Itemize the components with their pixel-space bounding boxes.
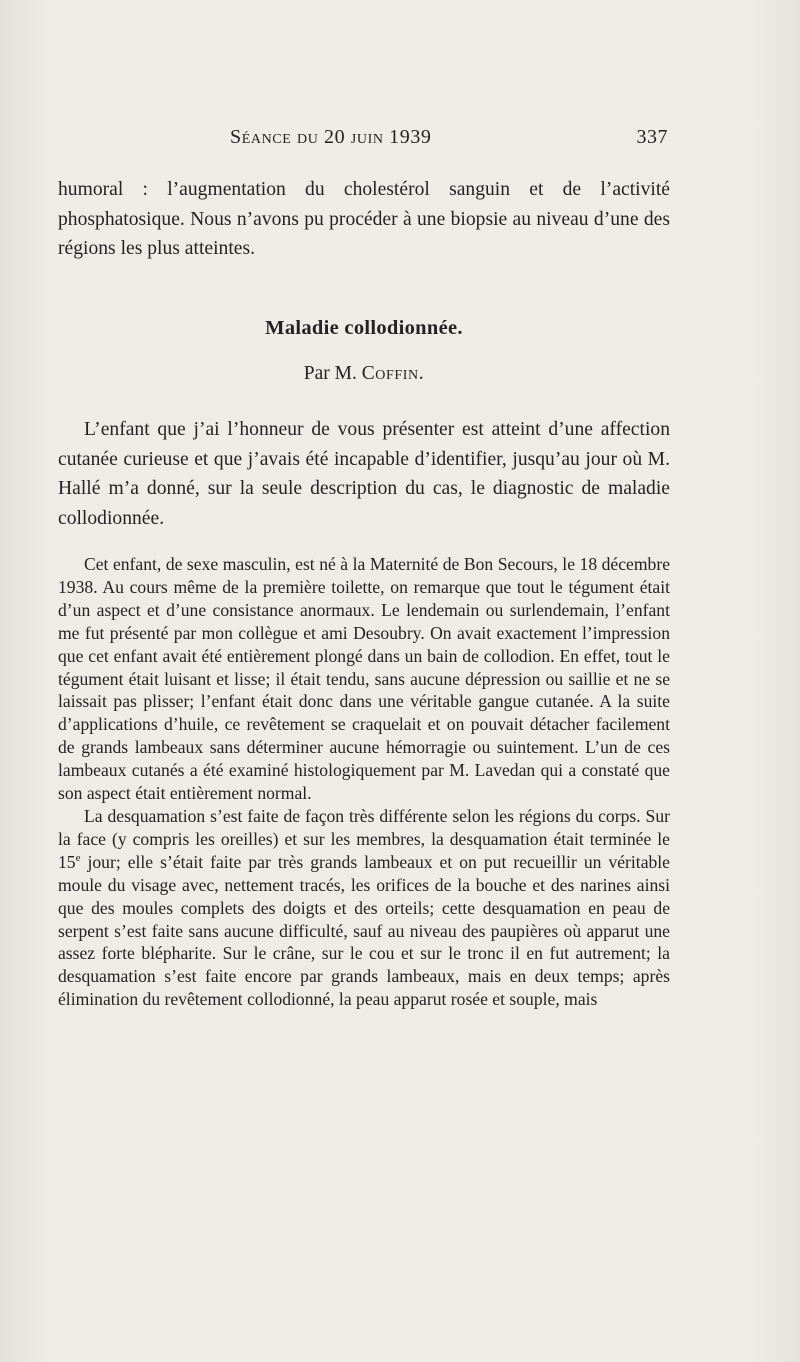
article-title: Maladie collodionnée. (265, 317, 463, 339)
page-number: 337 (636, 126, 668, 148)
body-section (58, 553, 670, 1011)
body-paragraph-2 (58, 805, 670, 1011)
byline-author: Coffin. (361, 363, 425, 384)
page-header (58, 126, 668, 156)
article-byline (58, 363, 670, 385)
body-paragraph-1: Cet enfant, de sexe masculin, est né à la Maternité de Bon Secours, le 18 décembre 1938. Au cours même de la première toilette, on remarque que tout le tégument était d’un aspect et d’une consistance anormaux. Le lendemain ou surlendemain, l’enfant me fut présenté par mon collègue et ami Desoubry. On avait exactement l’impression que cet enfant avait été entièrement plongé dans un bain de collodion. En effet, tout le tégument était luisant et lisse; il était tendu, sans aucune dépression ou saillie et ne se laissait pas plisser; l’enfant était donc dans une véritable gangue cutanée. A la suite d’applications d’huile, ce revêtement se craquelait et on pouvait détacher facilement de grands lambeaux sans déterminer aucune hémorragie ou suintement. L’un de ces lambeaux cutanés a été examiné histologiquement par M. Lavedan qui a constaté que son aspect était entièrement normal. (58, 554, 670, 804)
lead-paragraph: L’enfant que j’ai l’honneur de vous présenter est atteint d’une affection cutanée curieuse et que j’avais été incapable d’identifier, jusqu’au jour où M. Hallé m’a donné, sur la seule description du cas, le diagnostic de maladie collodionnée. (58, 419, 670, 529)
body-paragraph-2-part-1: La desquamation s’est faite de façon très différente selon les régions du corps. Sur la face (y compris les oreilles) et sur les membres, la desquamation était terminée le 15 (58, 805, 670, 872)
intro-paragraph: humoral : l’augmentation du cholestérol sanguin et de l’activité phosphatosique. Nous n’avons pu procéder à une biopsie au niveau d’une des régions les plus atteintes. (58, 179, 670, 259)
body-paragraph-2-part-2: jour; elle s’était faite par très grands lambeaux et on put recueillir un véritable moule du visage avec, nettement tracés, les orifices de la bouche et des narines ainsi que des moules complets des doigts et des orteils; cette desquamation en peau de serpent s’est faite sans aucune difficulté, sauf au niveau des paupières où apparut une assez forte blépharite. Sur le crâne, sur le cou et sur le tronc il en fut autrement; la desquamation s’est faite encore par grands lambeaux, mais en deux temps; après élimination du revêtement collodionné, la peau apparut rosée et souple, mais (58, 851, 670, 1010)
ordinal-superscript: e (75, 851, 81, 864)
intro-section (58, 175, 670, 264)
lead-section (58, 415, 670, 533)
running-title: Séance du 20 juin 1939 (230, 126, 432, 148)
byline-prefix: Par M. (303, 363, 357, 384)
